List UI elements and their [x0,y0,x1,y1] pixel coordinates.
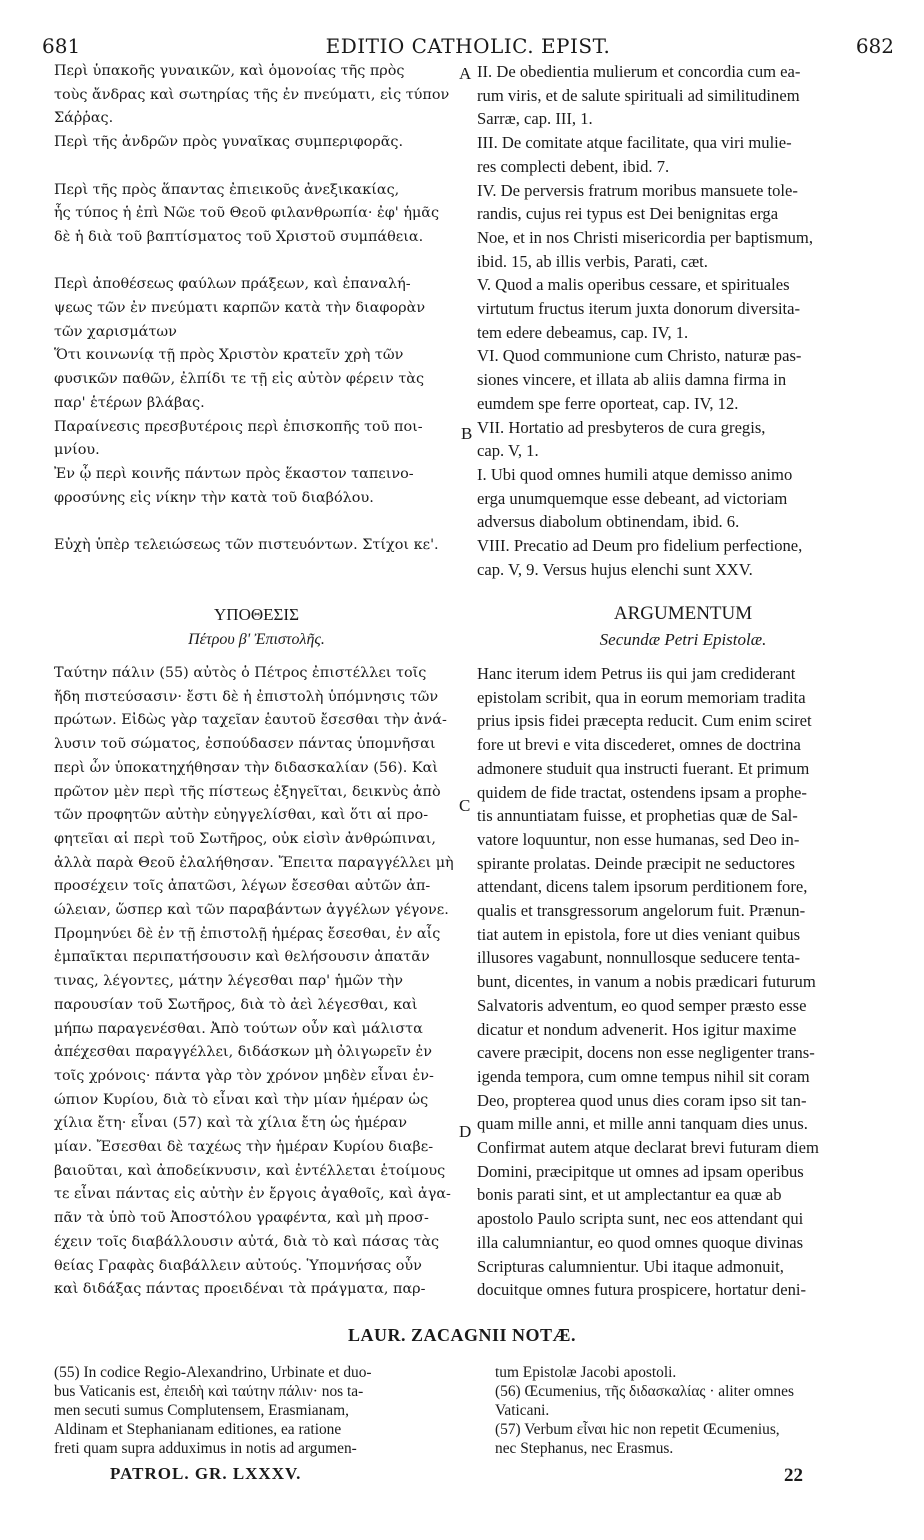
argumentum-line: Deo, propterea quod unus dies coram ipso sit tan- [477,1090,807,1110]
index-latin-line: randis, cujus rei typus est Dei benignitas erga [477,204,779,224]
index-greek-line: ψεως τῶν ἐν πνεύματι καρπῶν κατὰ τὴν διαφορὰν [54,300,426,316]
hypothesis-line: φητεῖαι αἱ περὶ τοῦ Σωτῆρος, οὐκ εἰσὶν ἀνθρώπιναι, [54,830,436,847]
hypothesis-text [54,662,459,1302]
hypothesis-line: μίαν. Ἔσεσθαι δὲ ταχέως τὴν ἡμέραν Κυρίου διαβε- [54,1139,434,1156]
index-latin-line: II. De obedientia mulierum et concordia cum ea- [477,62,801,81]
argumentum-line: illa calumniantur, eo quod omnes quoque divinas [477,1232,804,1252]
argumentum-subtitle: Secundæ Petri Epistolæ. [599,630,767,649]
index-greek-line: Παραίνεσις πρεσβυτέροις περὶ ἐπισκοπῆς τοῦ ποι- [54,418,423,435]
index-greek-line: φυσικῶν παθῶν, ἐλπίδι τε τῇ εἰς αὐτὸν φέρειν τὰς [54,371,425,388]
index-greek-line: Περὶ τῆς πρὸς ἅπαντας ἐπιεικοῦς ἀνεξικακίας, [54,181,400,198]
index-greek-line: δὲ ἡ διὰ τοῦ βαπτίσματος τοῦ Χριστοῦ συμπάθεια. [54,228,424,245]
index-latin-line: VIII. Precatio ad Deum pro fidelium perfectione, [477,536,803,556]
argumentum-line: cavere præcipit, docens non esse negligenter trans- [477,1043,815,1063]
hypothesis-line: έχειν τοῖς διαβάλλουσιν αὐτά, διὰ τὸ καὶ πάσας τὰς [54,1233,440,1250]
index-latin-line: cap. V, 1. [477,441,539,461]
index-latin-line: adversus diabolum obtinendam, ibid. 6. [477,512,740,532]
note-line: men secuti sumus Complutensem, Erasmianam, [54,1402,349,1419]
note-line: Vaticani. [495,1402,550,1419]
hypothesis-line: Προμηνύει δὲ ἐν τῇ ἐπιστολῇ ἡμέρας ἔσεσθαι, ἐν αἷς [54,925,441,942]
margin-letter-c: C [459,796,471,815]
index-latin-line: res complecti debent, ibid. 7. [477,156,670,176]
argumentum-title: ARGUMENTUM [613,603,753,624]
index-greek-line: τῶν χαρισμάτων [54,323,177,340]
note-line: (55) In codice Regio-Alexandrino, Urbinate et duo- [54,1364,372,1381]
argumentum-line: tis annuntiatam fuisse, et prophetias quæ de Sal- [477,806,798,826]
argumentum-line: illusores vagabunt, nonnullosque seducere tenta- [477,948,801,968]
hypothesis-title: ΥΠΟΘΕΣΙΣ [214,605,299,624]
footer-sheet-number: 22 [784,1465,803,1486]
index-latin-line: eumdem spe ferre oporteat, cap. IV, 12. [477,393,739,413]
index-greek-line: ἧς τύπος ἡ ἐπὶ Νῶε τοῦ Θεοῦ φιλανθρωπία· ἐφ' ἡμᾶς [54,205,440,222]
argumentum-line: tiat autem in epistola, fore ut dies veniant quibus [477,924,801,944]
argumentum-line: quidem de fide tractat, ostendens ipsam a prophe- [477,782,807,802]
index-greek-line: Εὐχὴ ὑπὲρ τελειώσεως τῶν πιστευόντων. Στίχοι κε'. [54,537,439,554]
hypothesis-line: ἀπέχεσθαι παραγγέλλει, διδάσκων μὴ ὀλιγωρεῖν ἐν [54,1044,432,1061]
argumentum-line: epistolam scribit, qua in eorum memoriam tradita [477,687,806,707]
page-number-left: 681 [42,34,81,58]
argumentum-line: Confirmat autem atque declarat brevi futuram diem [477,1138,819,1158]
index-latin-line: siones vincere, et illata ab aliis damna firma in [477,370,787,390]
note-line: nec Stephanus, nec Erasmus. [495,1440,674,1457]
note-line: tum Epistolæ Jacobi apostoli. [495,1364,677,1381]
notes-title: LAUR. ZACAGNII NOTÆ. [347,1325,577,1345]
hypothesis-line: λυσιν τοῦ σώματος, ἐσπούδασεν πάντας ὑπομνῆσαι [54,736,436,753]
hypothesis-line: Ταύτην πάλιν (55) αὐτὸς ὁ Πέτρος ἐπιστέλλει τοῖς [54,665,427,681]
index-greek-line [54,250,459,274]
argumentum-line: bonis parati sint, et ut amplectantur ea quæ ab [477,1185,782,1205]
argumentum-line: qualis et transgressorum angelorum fuit. Prænun- [477,901,806,921]
argumentum-line: Domini, præcipitque ut omnes ad ipsam operibus [477,1161,804,1181]
index-latin-line: erga unumquemque esse debeant, ad victoriam [477,488,788,508]
hypothesis-line: θείας Γραφὰς διαβάλλειν αὐτούς. Ὑπομνήσας οὖν [54,1257,422,1274]
hypothesis-line: βαιοῦται, καὶ ἀποδείκνυσιν, καὶ ἐντέλλεται ἑτοίμους [54,1162,446,1179]
index-latin-line: rum viris, et de salute spirituali ad similitudinem [477,85,800,105]
hypothesis-subtitle: Πέτρου β' Ἐπιστολῆς. [188,631,325,648]
hypothesis-line: τινας, λέγοντες, μάτην λέγεσθαι παρ' ἡμῶν τὴν [54,973,404,990]
notes-right-column [495,1363,895,1458]
index-greek-line: Περὶ τῆς ἀνδρῶν πρὸς γυναῖκας συμπεριφορᾶς. [54,134,404,151]
argumentum-line: quam mille anni, et mille anni tanquam dies unus. [477,1114,808,1134]
argumentum-line: attendant, dicens talem ipsorum perditionem fore, [477,877,808,897]
note-line: bus Vaticanis est, ἐπειδὴ καὶ ταύτην πάλιν· nos ta- [54,1383,364,1400]
note-line: (56) Œcumenius, τῆς διδασκαλίας · aliter omnes [495,1383,794,1400]
index-greek-line: Περὶ ἀποθέσεως φαύλων πράξεων, καὶ ἐπαναλή- [54,276,411,293]
hypothesis-line: ώλειαν, ὥσπερ καὶ τῶν παραβάντων ἀγγέλων γέγονε. [54,902,449,919]
running-head [42,34,894,58]
argumentum-line: vatore loquuntur, non esse humanas, sed Deo in- [477,829,800,849]
hypothesis-line: τοῖς χρόνοις· πάντα γὰρ τὸν χρόνον μηδὲν εἶναι ἐν- [54,1067,434,1084]
margin-letter-d: D [459,1122,472,1141]
hypothesis-line: τε εἶναι πάντας εἰς αὐτὴν ἐν ἔργοις ἀγαθοῖς, καὶ ἀγα- [54,1186,451,1203]
hypothesis-line: χίλια ἔτη· εἶναι (57) καὶ τὰ χίλια ἔτη ὡς ἡμέραν [54,1115,407,1132]
index-greek-line [54,155,459,179]
footer-signature: PATROL. GR. LXXXV. [110,1464,302,1483]
hypothesis-line: τῶν προφητῶν αὐτὴν εὐηγγελίσθαι, καὶ ὅτι αἱ προ- [54,807,429,824]
argumentum-line: fore ut brevi e vita discederet, omnes de doctrina [477,735,801,755]
hypothesis-line: μήπω παραγενέσθαι. Ἀπὸ τούτων οὖν καὶ μάλιστα [54,1020,423,1037]
index-greek-line: τοὺς ἄνδρας καὶ σωτηρίας τῆς ἐν πνεύματι, εἰς τύπον [54,86,450,103]
hypothesis-line: πᾶν τὰ ὑπὸ τοῦ Ἀποστόλου γραφέντα, καὶ μὴ προσ- [54,1210,429,1227]
index-greek-line: Περὶ ὑπακοῆς γυναικῶν, καὶ ὁμονοίας τῆς πρὸς [54,63,405,79]
index-latin-line: IV. De perversis fratrum moribus mansuete tole- [477,180,798,200]
argumentum-line: Hanc iterum idem Petrus iis qui jam crediderant [477,664,796,683]
index-greek-line: Ἐν ᾧ περὶ κοινῆς πάντων πρὸς ἕκαστον ταπεινο- [54,465,414,482]
index-greek-line: μνίου. [54,442,100,459]
note-line: Aldinam et Stephanianam editiones, ea ratione [54,1421,342,1438]
index-latin-line: virtutum fructus iterum juxta donorum diversita- [477,299,801,319]
hypothesis-line: καὶ διδάξας πάντας προειδέναι τὰ πράγματα, παρ- [54,1281,426,1298]
argumentum-line: docuitque omnes futura prospicere, hortatur deni- [477,1280,806,1300]
hypothesis-line: περὶ ὧν ὑποκατηχήθησαν τὴν διδασκαλίαν (56). Καὶ [54,759,439,776]
index-latin-line: III. De comitate atque facilitate, qua viri mulie- [477,133,792,153]
index-latin-column [477,60,889,581]
notes-left-column [54,1363,464,1458]
argumentum-line: admonere studuit qua instructi fuerant. Et primum [477,758,810,778]
index-latin-line: V. Quod a malis operibus cessare, et spirituales [477,275,790,295]
hypothesis-line: ἀλλὰ παρὰ Θεοῦ ἐλαλήθησαν. Ἔπειτα παραγγέλλει μὴ [54,854,454,871]
index-latin-line: VI. Quod communione cum Christo, naturæ pas- [477,346,802,366]
argumentum-line: Salvatoris adventum, eo quod semper præsto esse [477,995,807,1015]
hypothesis-line: ώπιον Κυρίου, διὰ τὸ εἶναι καὶ τὴν μίαν ἡμέραν ὡς [54,1091,429,1108]
index-greek-line: φροσύνης εἰς νίκην τὴν κατὰ τοῦ διαβόλου. [54,489,374,506]
index-greek-line: Ὅτι κοινωνίᾳ τῇ πρὸς Χριστὸν κρατεῖν χρὴ τῶν [54,347,404,364]
note-line: freti quam supra adduximus in notis ad argumen- [54,1440,357,1457]
page-number-right: 682 [855,34,894,58]
running-title: EDITIO CATHOLIC. EPIST. [325,34,611,58]
note-line: (57) Verbum εἶναι hic non repetit Œcumenius, [495,1421,780,1438]
index-latin-line: Noe, et in nos Christi misericordia per baptismum, [477,227,813,247]
argumentum-line: apostolo Paulo scripta sunt, nec eos attendant qui [477,1209,804,1229]
index-greek-line: παρ' ἑτέρων βλάβας. [54,394,205,411]
index-greek-line: Σάῤῥας. [54,110,114,127]
hypothesis-line: προσέχειν τοῖς ἀπατῶσι, λέγων ἔσεσθαι αὐτῶν ἀπ- [54,878,431,895]
hypothesis-line: πρώτων. Εἰδὼς γὰρ ταχεῖαν ἑαυτοῦ ἔσεσθαι τὴν ἀνά- [54,712,447,729]
hypothesis-line: πρῶτον μὲν περὶ τῆς πίστεως ἐξηγεῖται, δεικνὺς ἀπὸ [54,783,441,800]
index-latin-line: Sarræ, cap. III, 1. [477,109,593,129]
index-latin-line: ibid. 15, ab illis verbis, Parati, cæt. [477,251,708,271]
argumentum-line: dicatur et nondum advenerit. Hos igitur maxime [477,1019,797,1039]
hypothesis-line: ἐμπαῖκται περιπατήσουσιν καὶ θελήσουσιν ἀπατᾶν [54,949,430,966]
argumentum-line: bunt, dicentes, in vanum a nobis prædicari futurum [477,972,816,992]
hypothesis-line: ἤδη πιστεύσασιν· ἔστι δὲ ἡ ἐπιστολὴ ὑπόμνησις τῶν [54,688,439,705]
index-latin-line: I. Ubi quod omnes humili atque demisso animo [477,464,793,484]
argumentum-text [477,662,889,1302]
margin-letter-a: A [459,64,472,83]
hypothesis-line: παρουσίαν τοῦ Σωτῆρος, διὰ τὸ ἀεὶ λέγεσθαι, καὶ [54,996,418,1013]
margin-letter-b: B [461,424,473,443]
argumentum-line: Scripturas calumnientur. Ubi itaque admonuit, [477,1256,784,1276]
argumentum-line: prius ipsis fidei præcepta reducit. Cum enim sciret [477,711,812,731]
index-greek-column [54,60,459,558]
index-latin-line: cap. V, 9. Versus hujus elenchi sunt XXV. [477,559,753,579]
argumentum-line: igenda tempora, cum omne tempus nihil sit coram [477,1066,810,1086]
argumentum-line: spirante prolatas. Deinde præcipit ne seductores [477,853,795,873]
index-greek-line [54,510,459,534]
index-latin-line: VII. Hortatio ad presbyteros de cura gregis, [477,417,766,437]
index-latin-line: tem edere debeamus, cap. IV, 1. [477,322,689,342]
